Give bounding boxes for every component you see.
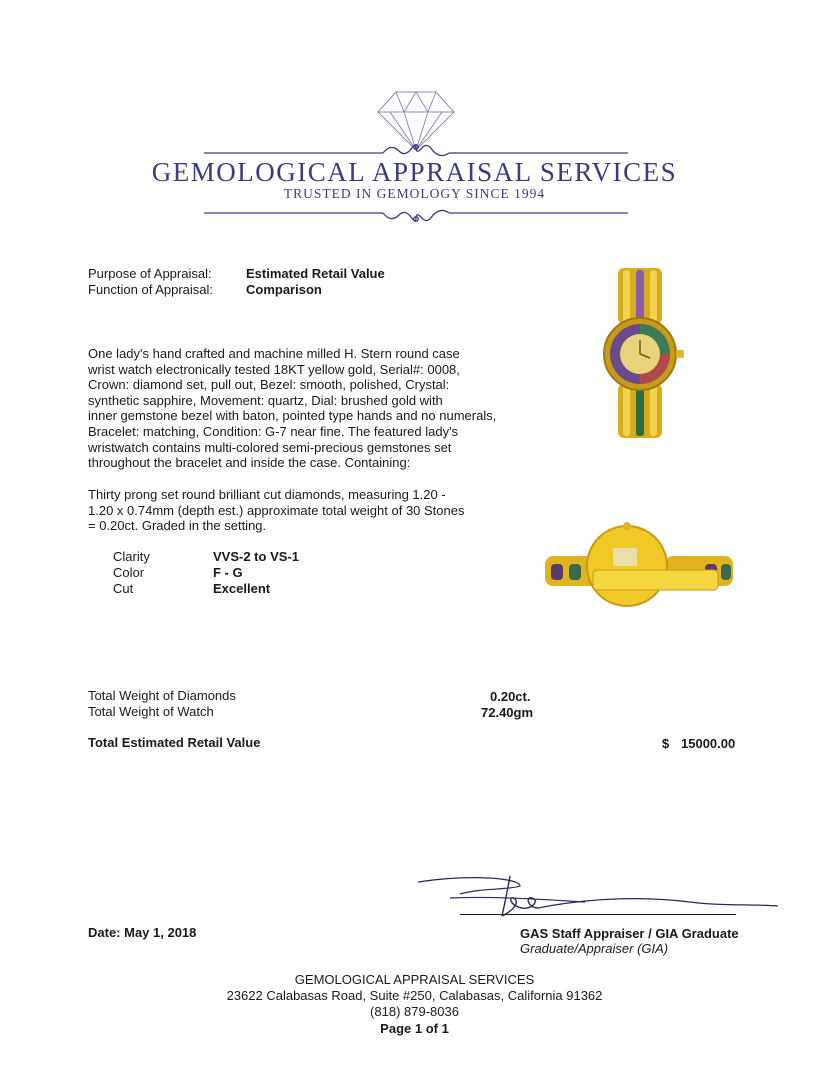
watch-back-image (545, 520, 735, 615)
diamond-description (88, 487, 465, 534)
total-retail-value: 15000.00 (681, 736, 736, 751)
signature-line (460, 914, 736, 915)
function-label: Function of Appraisal: (88, 282, 214, 297)
total-watch-weight-label: Total Weight of Watch (88, 704, 214, 719)
description-line: synthetic sapphire, Movement: quartz, Dial: brushed gold with (88, 392, 443, 408)
total-diamond-weight-label: Total Weight of Diamonds (88, 688, 236, 703)
handwritten-signature (410, 872, 790, 924)
footer-phone: (818) 879-8036 (370, 1004, 459, 1019)
description-line: wristwatch contains multi-colored semi-precious gemstones set (88, 439, 452, 455)
watch-front-image (590, 268, 690, 438)
clarity-value: VVS-2 to VS-1 (213, 549, 299, 564)
footer-company: GEMOLOGICAL APPRAISAL SERVICES (294, 972, 535, 987)
top-ornament-rule (204, 145, 628, 156)
appraisal-date: Date: May 1, 2018 (88, 925, 197, 940)
bracelet-lower (618, 384, 662, 438)
purpose-label: Purpose of Appraisal: (88, 266, 212, 281)
total-watch-weight-value: 72.40gm (481, 705, 534, 720)
color-label: Color (113, 565, 145, 580)
appraiser-subtitle: Graduate/Appraiser (GIA) (520, 941, 669, 956)
function-value: Comparison (246, 282, 322, 297)
logo-graphic (0, 0, 829, 240)
bracelet-upper (618, 268, 662, 324)
purpose-value: Estimated Retail Value (246, 266, 385, 281)
description-line: Crown: diamond set, pull out, Bezel: smooth, polished, Crystal: (88, 377, 450, 393)
description-line: throughout the bracelet and inside the case. Containing: (88, 455, 411, 471)
description-line: wrist watch electronically tested 18KT yellow gold, Serial#: 0008, (88, 361, 460, 377)
diamond-line: Thirty prong set round brilliant cut diamonds, measuring 1.20 - (88, 487, 446, 502)
currency-symbol: $ (662, 736, 670, 751)
diamond-icon (378, 92, 454, 150)
appraiser-title: GAS Staff Appraiser / GIA Graduate (520, 926, 739, 941)
company-tagline: TRUSTED IN GEMOLOGY SINCE 1994 (283, 186, 546, 201)
total-retail-value-label: Total Estimated Retail Value (88, 735, 261, 750)
description-line: One lady's hand crafted and machine milled H. Stern round case (88, 346, 460, 361)
color-value: F - G (213, 565, 243, 580)
total-diamond-weight-value: 0.20ct. (490, 689, 531, 704)
cut-value: Excellent (213, 581, 271, 596)
footer-address: 23622 Calabasas Road, Suite #250, Calabasas, California 91362 (226, 988, 603, 1003)
description-line: inner gemstone bezel with baton, pointed type hands and no numerals, (88, 408, 497, 424)
company-name: GEMOLOGICAL APPRAISAL SERVICES (151, 157, 678, 187)
diamond-line: 1.20 x 0.74mm (depth est.) approximate total weight of 30 Stones (88, 502, 465, 518)
description-line: Bracelet: matching, Condition: G-7 near fine. The featured lady's (88, 423, 459, 439)
bottom-ornament-rule (204, 210, 628, 221)
cut-label: Cut (113, 581, 134, 596)
item-description (88, 346, 496, 471)
diamond-line: = 0.20ct. Graded in the setting. (88, 518, 267, 534)
clarity-label: Clarity (113, 549, 150, 564)
page-number: Page 1 of 1 (380, 1021, 449, 1036)
